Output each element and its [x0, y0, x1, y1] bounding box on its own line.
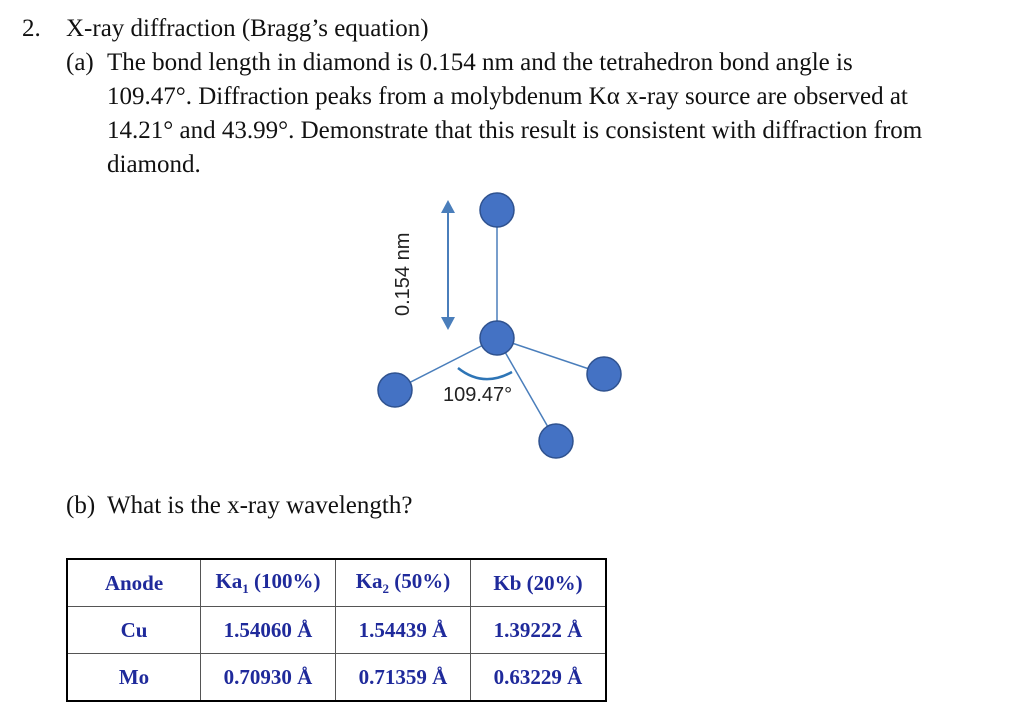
- table-header-row: [67, 559, 606, 607]
- part-b-text: What is the x-ray wavelength?: [107, 492, 413, 519]
- bond-angle-arc: [458, 368, 512, 379]
- header-ka1-sub: 1: [242, 581, 249, 597]
- header-ka1: [201, 559, 336, 607]
- bond-angle-label: 109.47°: [443, 384, 513, 406]
- anode-wavelength-table: [66, 558, 607, 702]
- cell-ka1: 0.70930 Å: [201, 654, 336, 702]
- part-a-label: (a): [66, 49, 94, 76]
- cell-ka2: 0.71359 Å: [336, 654, 471, 702]
- atom-top: [480, 193, 514, 227]
- bond-length-label: 0.154 nm: [392, 232, 414, 316]
- atom-bottom: [539, 424, 573, 458]
- cell-anode: Mo: [67, 654, 201, 702]
- header-ka1-main: Ka: [215, 568, 243, 593]
- question-title: X-ray diffraction (Bragg’s equation): [66, 15, 429, 42]
- header-ka2-rel: (50%): [389, 568, 451, 593]
- atom-center: [480, 321, 514, 355]
- part-a-line-3: 14.21° and 43.99°. Demonstrate that this result is consistent with diffraction from: [107, 117, 923, 144]
- header-kb: Kb (20%): [471, 559, 607, 607]
- part-a-line-2: 109.47°. Diffraction peaks from a molybdenum Kα x-ray source are observed at: [107, 83, 908, 110]
- cell-kb: 0.63229 Å: [471, 654, 607, 702]
- table-row: [67, 607, 606, 654]
- bond-length-arrow-down-head: [441, 317, 455, 330]
- atom-right: [587, 357, 621, 391]
- cell-ka1: 1.54060 Å: [201, 607, 336, 654]
- atom-left: [378, 373, 412, 407]
- header-ka2: [336, 559, 471, 607]
- header-ka2-sub: 2: [382, 581, 390, 597]
- part-b-label: (b): [66, 492, 96, 519]
- question-number: 2.: [22, 15, 41, 42]
- header-ka2-main: Ka: [355, 568, 383, 593]
- header-ka1-rel: (100%): [248, 568, 321, 593]
- cell-kb: 1.39222 Å: [471, 607, 607, 654]
- part-a-line-4: diamond.: [107, 151, 201, 178]
- header-anode: Anode: [67, 559, 201, 607]
- cell-ka2: 1.54439 Å: [336, 607, 471, 654]
- cell-anode: Cu: [67, 607, 201, 654]
- part-a-line-1: The bond length in diamond is 0.154 nm and the tetrahedron bond angle is: [107, 49, 853, 76]
- bond-length-arrow-up-head: [441, 200, 455, 213]
- table-row: [67, 654, 606, 702]
